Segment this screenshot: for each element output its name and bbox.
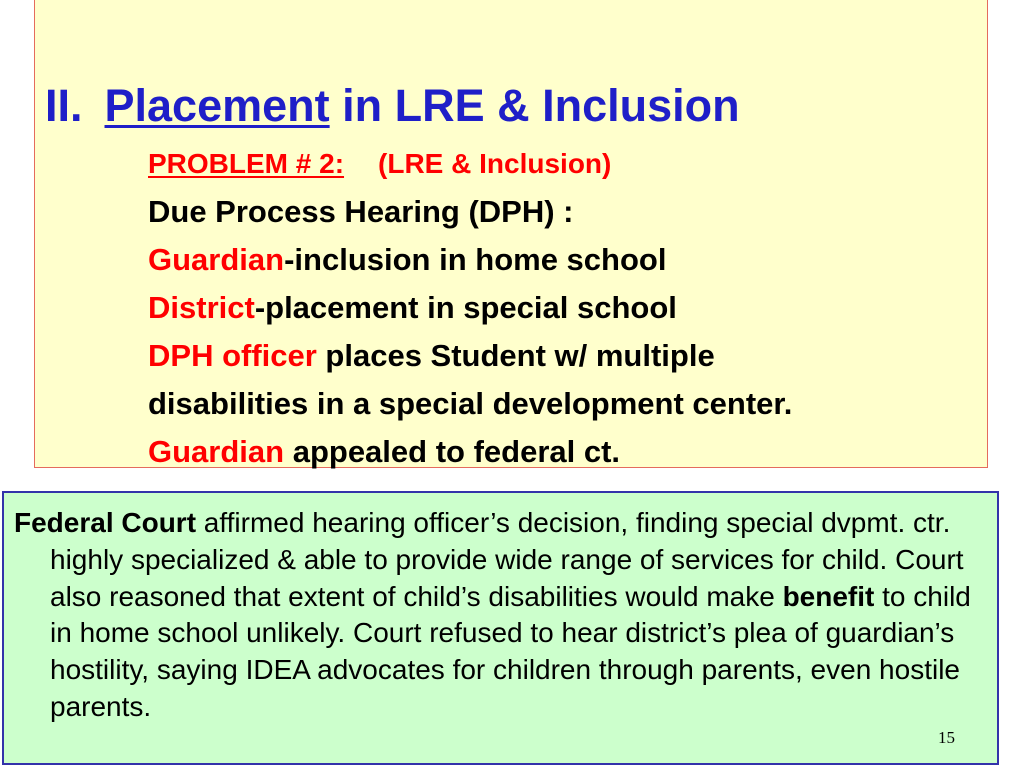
problem-lines xyxy=(148,140,792,476)
court-panel xyxy=(2,491,999,765)
district-line xyxy=(148,284,792,332)
officer-text: places Student w/ multiple xyxy=(316,338,715,373)
court-part1: affirmed hearing officer’s decision, finding special dvpmt. ctr. highly specialized & able to provide wide range of services for child. Court also reasoned that extent of child’s disabilities would make xyxy=(50,507,964,612)
guardian-line xyxy=(148,236,792,284)
problem-label: PROBLEM # 2: xyxy=(148,148,345,179)
guardian-label: Guardian xyxy=(148,242,285,277)
district-text: -placement in special school xyxy=(254,290,677,325)
officer-label: DPH officer xyxy=(148,338,317,373)
appeal-line xyxy=(148,428,792,476)
court-benefit: benefit xyxy=(782,580,875,612)
officer-line-2: disabilities in a special development center. xyxy=(148,386,793,421)
court-paragraph xyxy=(14,505,986,726)
court-lead: Federal Court xyxy=(14,507,197,538)
appeal-text: appealed to federal ct. xyxy=(284,434,621,469)
title-number: II. xyxy=(45,80,83,131)
slide-title xyxy=(45,80,740,132)
title-placement: Placement xyxy=(104,80,330,131)
appeal-label: Guardian xyxy=(148,434,285,469)
dph-line: Due Process Hearing (DPH) : xyxy=(148,194,574,229)
court-part2: to child in home school unlikely. Court refused to hear district’s plea of guardian’s hostility, saying IDEA advocates for children through parents, even hostile parents. xyxy=(50,580,971,722)
district-label: District xyxy=(148,290,255,325)
title-rest: in LRE & Inclusion xyxy=(329,80,740,131)
guardian-text: -inclusion in home school xyxy=(284,242,667,277)
problem-topic: (LRE & Inclusion) xyxy=(378,148,612,179)
problem-heading xyxy=(148,140,792,188)
officer-line xyxy=(148,332,792,380)
page-number: 15 xyxy=(938,728,955,747)
